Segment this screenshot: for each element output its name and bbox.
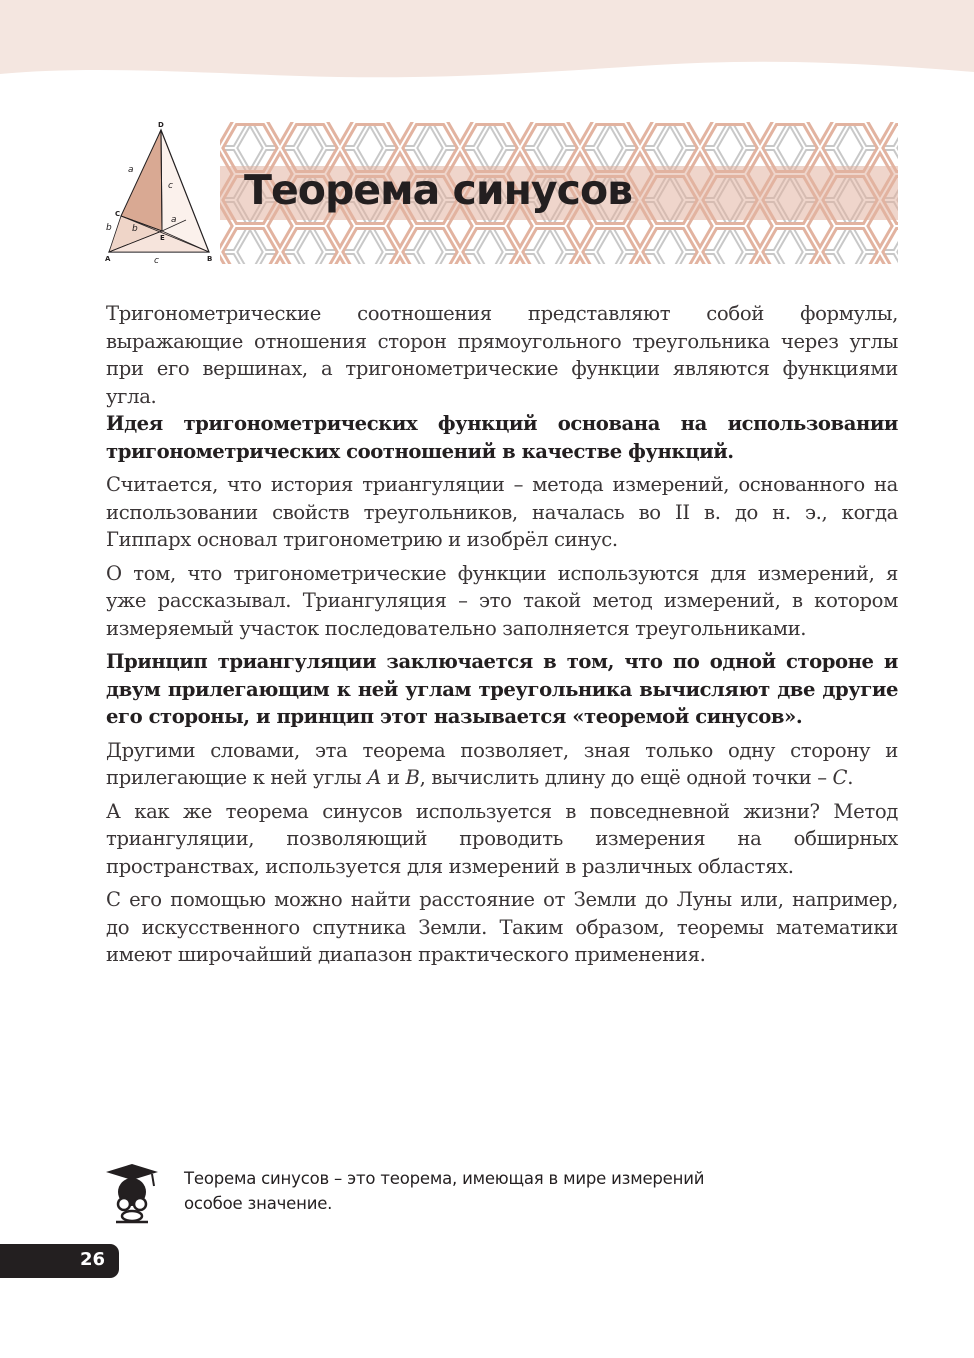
article-body (106, 300, 898, 975)
note-text (184, 1166, 784, 1216)
paragraph-6: А как же теорема синусов используется в повседневной жизни? Метод триангуляции, позволяющий проводить измерения на обширных пространствах, используется для измерений в различных областях. (106, 799, 898, 878)
p5-part-3: , вычислить длину до ещё одной точки – (419, 766, 833, 789)
label-a: A (105, 255, 111, 263)
paragraph-1-bold: Идея тригонометрических функций основана на использовании тригонометрических соотношений в качестве функций. (106, 412, 898, 463)
top-decorative-band (0, 0, 974, 90)
paragraph-7: С его помощью можно найти расстояние от Земли до Луны или, например, до искусственного спутника Земли. Таким образом, теоремы математики имеют широчайший диапазон практического применения. (106, 888, 898, 966)
paragraph-4: Принцип триангуляции заключается в том, что по одной стороне и двум прилегающим к ней углам треугольника вычисляют две другие его стороны, и принцип этот называется «теоремой синусов». (106, 650, 898, 728)
label-e: E (160, 234, 165, 242)
side-note (104, 1162, 784, 1226)
label-b-left: b (106, 223, 112, 233)
note-line-2: особое значение. (184, 1194, 333, 1213)
label-c-top: c (168, 181, 173, 191)
note-line-1: Теорема синусов – это теорема, имеющая в мире измерений (184, 1169, 705, 1188)
label-b-mid: b (132, 224, 138, 234)
p5-var-a: A (367, 766, 382, 789)
paragraph-2: Считается, что история триангуляции – метода измерений, основанного на использовании свойств треугольников, началась во II в. до н. э., когда Гиппарх основал тригонометрию и изобрёл синус. (106, 473, 898, 551)
page-number-tab (0, 1244, 119, 1278)
p5-part-1: Другими словами, эта теорема позволяет, зная только одну сторону и прилегающие к ней углы (106, 738, 898, 789)
paragraph-1-text: Тригонометрические соотношения представляют собой формулы, выражающие отношения сторон прямоугольного треугольника через углы при его вершинах, а тригонометрические функции являются функциями угла. (106, 302, 898, 408)
page-title: Теорема синусов (244, 166, 633, 214)
label-b: B (207, 255, 213, 263)
label-d: D (158, 121, 164, 129)
label-a-mid: a (171, 215, 177, 225)
paragraph-3: О том, что тригонометрические функции используются для измерений, я уже рассказывал. Триангуляция – это такой метод измерений, в котором измеряемый участок последовательно заполняется треугольниками. (106, 561, 898, 640)
p5-var-b: B (405, 766, 420, 789)
paragraph-5 (106, 737, 898, 792)
label-c: C (115, 210, 121, 218)
p5-part-4: . (847, 766, 854, 789)
p5-part-2: и (381, 766, 406, 789)
paragraph-1 (106, 300, 898, 465)
p5-var-c: C (832, 766, 848, 789)
label-c-bottom: c (154, 256, 159, 266)
professor-icon (104, 1162, 160, 1224)
label-a-top: a (128, 165, 134, 175)
triangulation-diagram (104, 118, 222, 268)
chapter-header (104, 118, 898, 270)
page-number: 26 (79, 1249, 105, 1270)
